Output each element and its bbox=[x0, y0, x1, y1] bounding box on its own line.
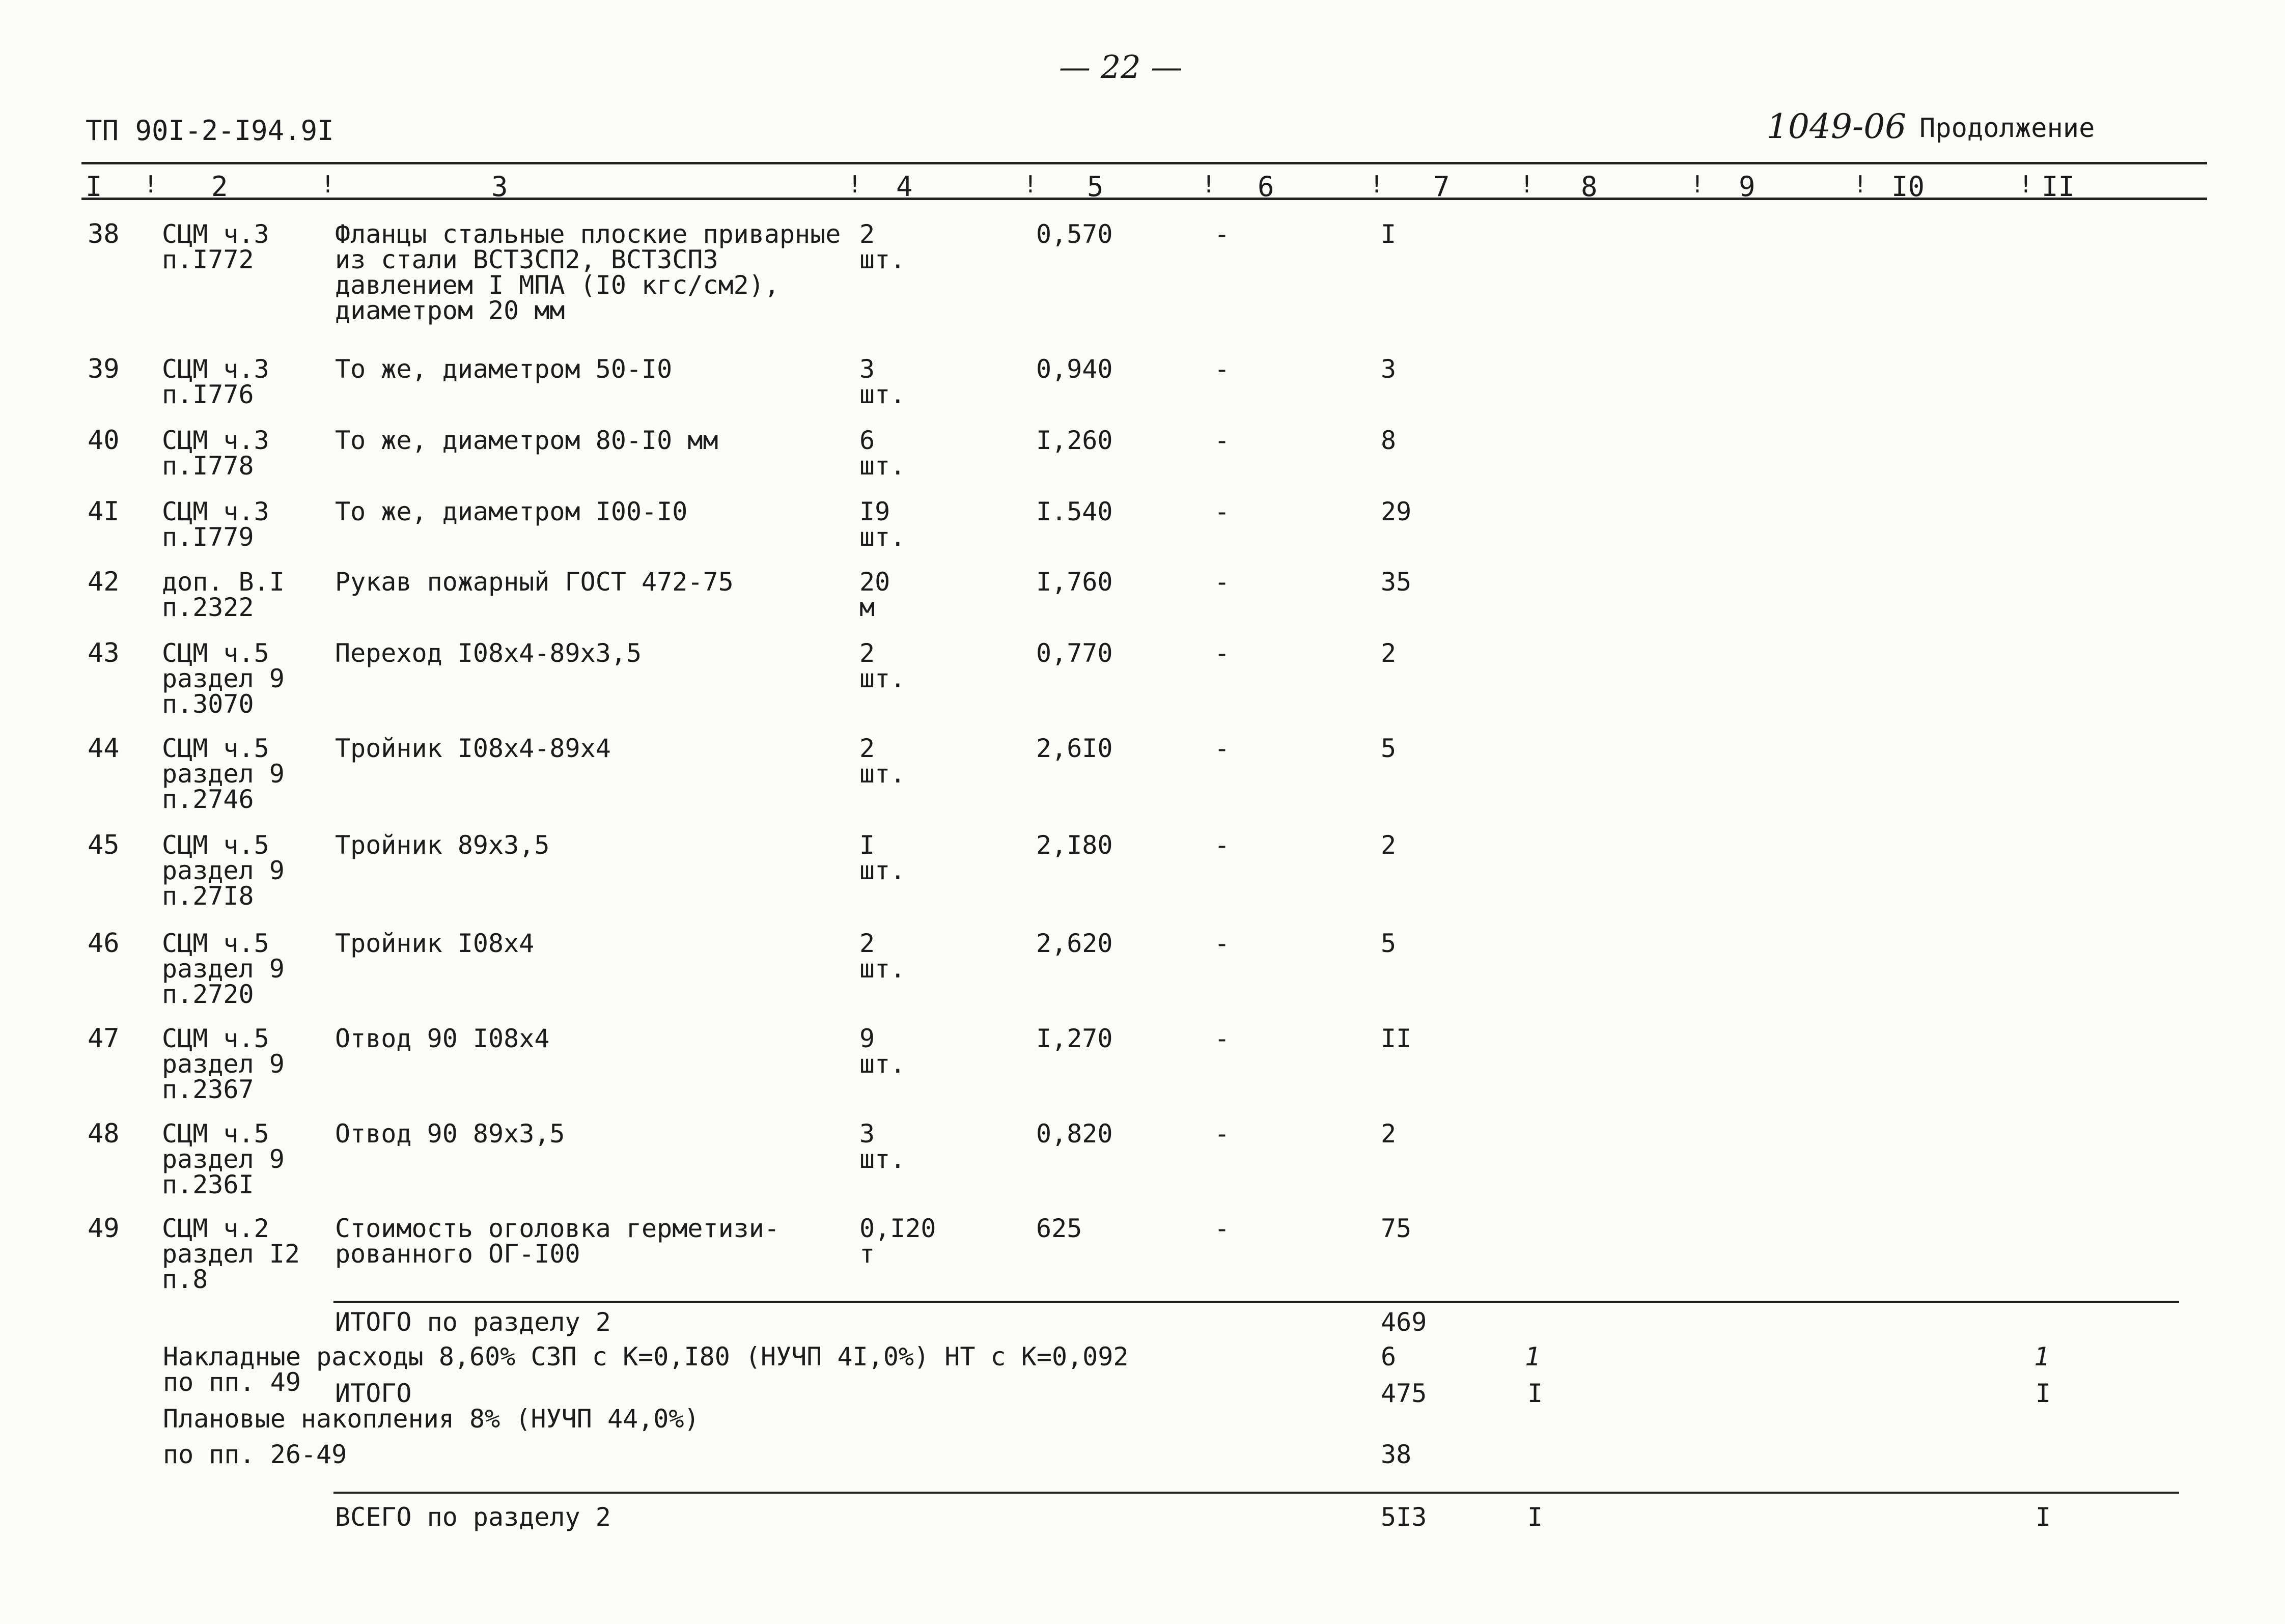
row-description: Фланцы стальные плоские приварные из стали ВСТ3СП2, ВСТ3СП3 давлением I МПА (I0 кгс/см2), диаметром 20 мм bbox=[335, 219, 841, 325]
total-value: 5I3 bbox=[1381, 1502, 1427, 1532]
column-header-6: 6 bbox=[1258, 171, 1274, 203]
row-quantity: I9 шт. bbox=[859, 497, 906, 552]
row-col6: - bbox=[1214, 1024, 1230, 1053]
row-reference: СЦМ ч.2 раздел I2 п.8 bbox=[162, 1214, 300, 1294]
row-col6: - bbox=[1214, 497, 1230, 526]
summary-top-rule bbox=[333, 1301, 2179, 1303]
row-number: 48 bbox=[88, 1118, 120, 1149]
row-quantity: 3 шт. bbox=[859, 1119, 906, 1174]
planned-value: 38 bbox=[1381, 1440, 1412, 1469]
overhead-scope: по пп. 49 bbox=[163, 1367, 301, 1397]
row-unit-price: I,260 bbox=[1036, 426, 1113, 455]
handwritten-code: 1049-06 bbox=[1767, 107, 1907, 146]
itogo-col8: I bbox=[1527, 1379, 1543, 1408]
row-quantity: 20 м bbox=[859, 567, 890, 622]
column-header-7: 7 bbox=[1433, 171, 1450, 203]
row-number: 47 bbox=[88, 1023, 120, 1054]
row-col6: - bbox=[1214, 638, 1230, 668]
row-reference: доп. В.I п.2322 bbox=[162, 567, 285, 622]
continuation-label: Продолжение bbox=[1919, 113, 2095, 144]
column-separator: ! bbox=[1853, 171, 1868, 198]
overhead-col11: 1 bbox=[2034, 1342, 2050, 1371]
row-number: 49 bbox=[88, 1213, 120, 1244]
row-description: То же, диаметром 50-I0 bbox=[335, 354, 673, 384]
row-reference: СЦМ ч.3 п.I772 bbox=[162, 219, 269, 274]
overhead-col8: 1 bbox=[1525, 1342, 1541, 1371]
column-separator: ! bbox=[1370, 171, 1384, 198]
column-header-2: 2 bbox=[211, 171, 228, 203]
row-quantity: 9 шт. bbox=[859, 1024, 906, 1079]
page-number: — 22 — bbox=[1059, 48, 1183, 86]
row-quantity: 0,I20 т bbox=[859, 1214, 936, 1269]
row-reference: СЦМ ч.5 раздел 9 п.2720 bbox=[162, 929, 285, 1009]
planned-scope: по пп. 26-49 bbox=[163, 1440, 347, 1469]
row-description: Рукав пожарный ГОСТ 472-75 bbox=[335, 567, 734, 597]
row-reference: СЦМ ч.5 раздел 9 п.2367 bbox=[162, 1024, 285, 1104]
row-col7: 2 bbox=[1381, 1119, 1397, 1149]
row-reference: СЦМ ч.5 раздел 9 п.27I8 bbox=[162, 830, 285, 911]
row-col6: - bbox=[1214, 830, 1230, 860]
total-col11: I bbox=[2036, 1502, 2051, 1532]
column-header-10: I0 bbox=[1891, 171, 1925, 203]
row-quantity: 2 шт. bbox=[859, 929, 906, 984]
row-quantity: 2 шт. bbox=[859, 638, 906, 693]
row-number: 38 bbox=[88, 219, 120, 249]
row-reference: СЦМ ч.5 раздел 9 п.3070 bbox=[162, 638, 285, 719]
row-number: 42 bbox=[88, 567, 120, 597]
overhead-label: Накладные расходы 8,60% СЗП с К=0,I80 (НУЧП 4I,0%) НТ с К=0,092 bbox=[163, 1342, 1129, 1371]
row-unit-price: 0,570 bbox=[1036, 219, 1113, 249]
row-quantity: 2 шт. bbox=[859, 734, 906, 789]
row-description: Стоимость оголовка герметизи- рованного ОГ-I00 bbox=[335, 1214, 779, 1269]
row-col6: - bbox=[1214, 567, 1230, 597]
row-unit-price: 2,I80 bbox=[1036, 830, 1113, 860]
row-quantity: I шт. bbox=[859, 830, 906, 885]
row-col7: 29 bbox=[1381, 497, 1412, 526]
row-col6: - bbox=[1214, 426, 1230, 455]
row-col7: 5 bbox=[1381, 929, 1397, 958]
row-col6: - bbox=[1214, 929, 1230, 958]
itogo-col11: I bbox=[2036, 1379, 2051, 1408]
column-separator: ! bbox=[144, 171, 158, 198]
row-col7: II bbox=[1381, 1024, 1412, 1053]
row-quantity: 2 шт. bbox=[859, 219, 906, 274]
row-col7: 2 bbox=[1381, 638, 1397, 668]
row-reference: СЦМ ч.5 раздел 9 п.2746 bbox=[162, 734, 285, 814]
row-col6: - bbox=[1214, 1119, 1230, 1149]
row-reference: СЦМ ч.3 п.I778 bbox=[162, 426, 269, 481]
document-code: ТП 90I-2-I94.9I bbox=[86, 115, 334, 147]
column-separator: ! bbox=[1023, 171, 1038, 198]
row-number: 43 bbox=[88, 638, 120, 668]
column-header-1: I bbox=[86, 171, 102, 203]
row-description: Тройник I08x4 bbox=[335, 929, 535, 958]
row-description: Отвод 90 89x3,5 bbox=[335, 1119, 565, 1149]
row-quantity: 6 шт. bbox=[859, 426, 906, 481]
row-col6: - bbox=[1214, 1214, 1230, 1243]
row-reference: СЦМ ч.3 п.I779 bbox=[162, 497, 269, 552]
itogo-label: ИТОГО bbox=[335, 1379, 412, 1408]
total-col8: I bbox=[1527, 1502, 1543, 1532]
row-number: 40 bbox=[88, 425, 120, 456]
row-unit-price: 0,820 bbox=[1036, 1119, 1113, 1149]
row-col6: - bbox=[1214, 354, 1230, 384]
total-label: ВСЕГО по разделу 2 bbox=[335, 1502, 611, 1532]
row-col7: 35 bbox=[1381, 567, 1412, 597]
column-header-5: 5 bbox=[1087, 171, 1104, 203]
row-col7: 2 bbox=[1381, 830, 1397, 860]
row-col7: 5 bbox=[1381, 734, 1397, 763]
column-separator: ! bbox=[321, 171, 335, 198]
header-top-rule bbox=[81, 162, 2207, 164]
row-number: 45 bbox=[88, 830, 120, 860]
column-header-11: II bbox=[2042, 171, 2075, 203]
column-header-9: 9 bbox=[1739, 171, 1755, 203]
row-description: То же, диаметром 80-I0 мм bbox=[335, 426, 718, 455]
total-top-rule bbox=[333, 1492, 2179, 1494]
column-separator: ! bbox=[1690, 171, 1705, 198]
row-number: 44 bbox=[88, 733, 120, 764]
row-col7: 75 bbox=[1381, 1214, 1412, 1243]
row-description: То же, диаметром I00-I0 bbox=[335, 497, 688, 526]
row-description: Отвод 90 I08x4 bbox=[335, 1024, 550, 1053]
header-bottom-rule bbox=[81, 198, 2207, 200]
row-number: 4I bbox=[88, 496, 120, 527]
row-number: 46 bbox=[88, 928, 120, 959]
row-description: Переход I08x4-89x3,5 bbox=[335, 638, 642, 668]
column-separator: ! bbox=[1202, 171, 1216, 198]
row-unit-price: 2,620 bbox=[1036, 929, 1113, 958]
row-col6: - bbox=[1214, 734, 1230, 763]
column-separator: ! bbox=[1520, 171, 1534, 198]
row-unit-price: I.540 bbox=[1036, 497, 1113, 526]
row-col7: 8 bbox=[1381, 426, 1397, 455]
column-header-8: 8 bbox=[1581, 171, 1598, 203]
row-col6: - bbox=[1214, 219, 1230, 249]
row-unit-price: I,760 bbox=[1036, 567, 1113, 597]
planned-label: Плановые накопления 8% (НУЧП 44,0%) bbox=[163, 1404, 700, 1434]
column-separator: ! bbox=[848, 171, 862, 198]
overhead-value: 6 bbox=[1381, 1342, 1397, 1371]
row-unit-price: 0,940 bbox=[1036, 354, 1113, 384]
row-col7: I bbox=[1381, 219, 1397, 249]
itogo-value: 475 bbox=[1381, 1379, 1427, 1408]
row-col7: 3 bbox=[1381, 354, 1397, 384]
row-unit-price: I,270 bbox=[1036, 1024, 1113, 1053]
row-unit-price: 0,770 bbox=[1036, 638, 1113, 668]
row-description: Тройник 89x3,5 bbox=[335, 830, 550, 860]
row-number: 39 bbox=[88, 354, 120, 384]
row-quantity: 3 шт. bbox=[859, 354, 906, 409]
row-reference: СЦМ ч.5 раздел 9 п.236I bbox=[162, 1119, 285, 1199]
itogo-section-label: ИТОГО по разделу 2 bbox=[335, 1307, 611, 1337]
row-reference: СЦМ ч.3 п.I776 bbox=[162, 354, 269, 409]
column-header-4: 4 bbox=[896, 171, 913, 203]
column-header-3: 3 bbox=[491, 171, 508, 203]
column-separator: ! bbox=[2019, 171, 2033, 198]
row-unit-price: 625 bbox=[1036, 1214, 1082, 1243]
itogo-section-value: 469 bbox=[1381, 1307, 1427, 1337]
row-unit-price: 2,6I0 bbox=[1036, 734, 1113, 763]
row-description: Тройник I08x4-89x4 bbox=[335, 734, 611, 763]
